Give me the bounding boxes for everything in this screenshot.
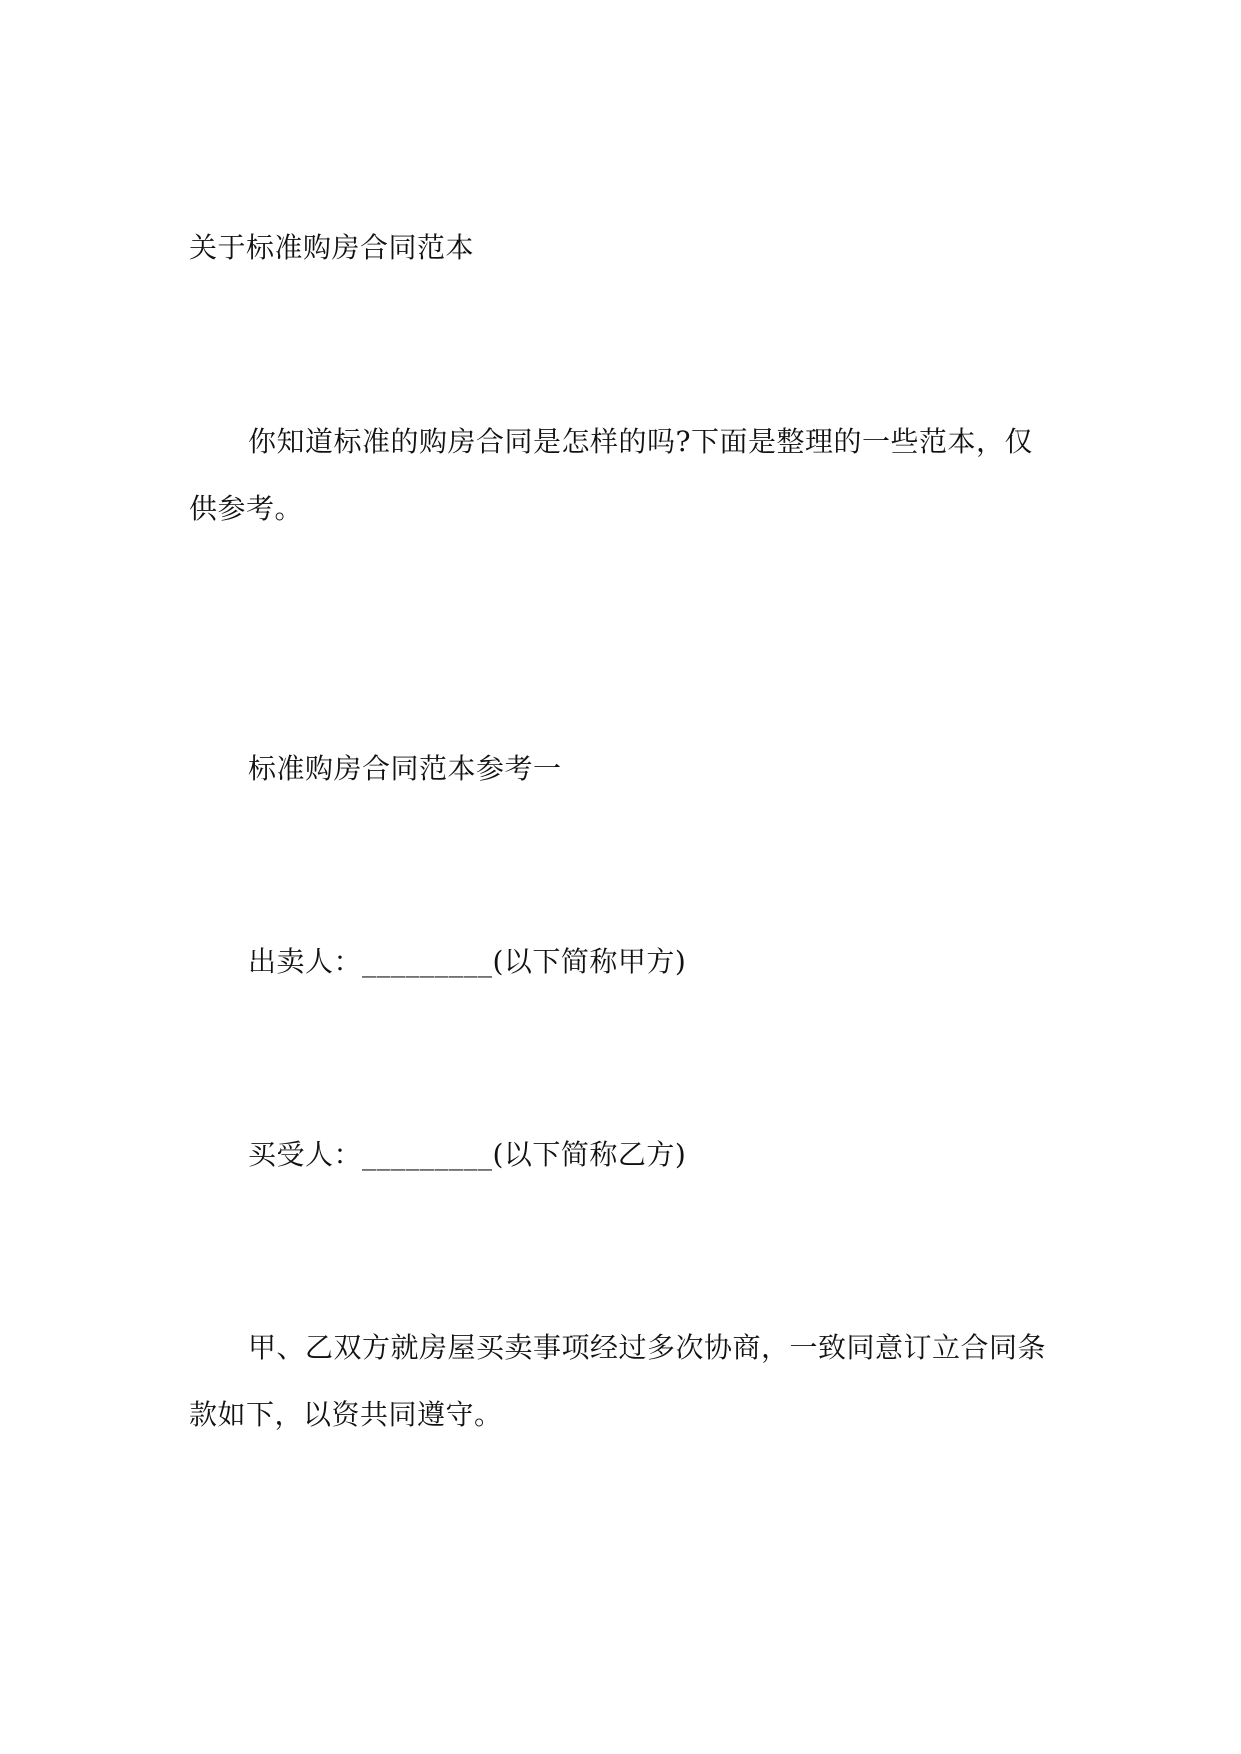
seller-line: 出卖人：_________(以下简称甲方) <box>248 945 687 978</box>
section-heading: 标准购房合同范本参考一 <box>248 752 562 785</box>
document-title: 关于标准购房合同范本 <box>189 231 475 264</box>
agreement-paragraph: 甲、乙双方就房屋买卖事项经过多次协商，一致同意订立合同条款如下，以资共同遵守。 <box>189 1331 1047 1431</box>
buyer-line: 买受人：_________(以下简称乙方) <box>248 1138 687 1171</box>
intro-paragraph: 你知道标准的购房合同是怎样的吗?下面是整理的一些范本，仅供参考。 <box>189 425 1034 525</box>
